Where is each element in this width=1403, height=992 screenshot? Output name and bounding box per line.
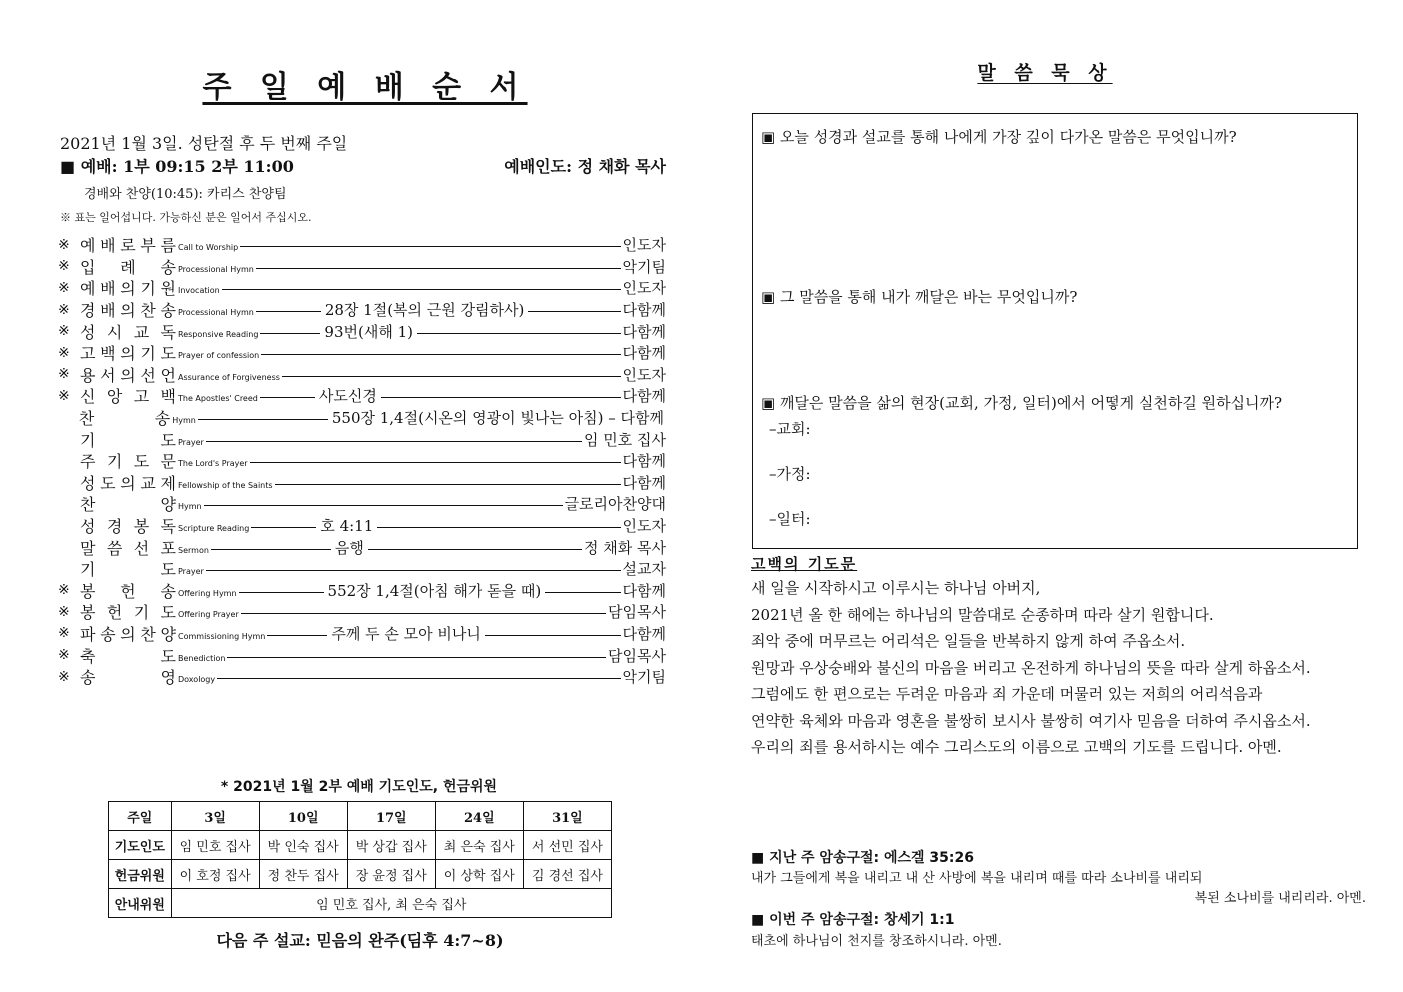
leader-line [256,311,321,312]
standing-mark: ※ [58,344,70,361]
leader-line [368,549,582,550]
order-item-english: Call to Worship [178,243,239,253]
order-row [58,515,666,537]
order-item-name: 경 배 의 찬 송 [80,301,176,321]
date-line: 2021년 1월 3일. 성탄절 후 두 번째 주일 [60,134,348,153]
order-item-name: 찬 양 [80,495,176,515]
prayer-title: 고백의 기도문 [751,555,858,573]
last-week-verse-text: 내가 그들에게 복을 내리고 내 산 사방에 복을 내리며 때를 따라 소나비를 내리되 [751,871,1203,886]
leader-line [211,549,331,550]
order-item-english: Commissioning Hymn [178,631,266,641]
table-header-cell: 24일 [435,802,523,831]
order-item-leader: 설교자 [622,560,666,579]
leader-line [377,527,620,528]
order-row [58,580,666,602]
table-cell: 이 상학 집사 [435,860,523,889]
table-row-label: 헌금위원 [109,860,172,889]
table-row [109,831,612,860]
question-1: ▣ 오늘 성경과 설교를 통해 나에게 가장 깊이 다가온 말씀은 무엇입니까? [761,128,1237,146]
leader-line [206,570,621,571]
answer-home-label: –가정: [769,465,811,483]
order-item-english: Prayer [178,567,204,577]
order-item-english: Processional Hymn [178,308,254,318]
standing-mark: ※ [58,323,70,340]
table-header-cell: 3일 [171,802,259,831]
table-row-label: 안내위원 [109,889,172,918]
order-item-english: Prayer [178,437,204,447]
order-item-leader: 담임목사 [608,603,666,622]
order-item-english: Sermon [178,545,209,555]
order-item-leader: 인도자 [622,365,666,384]
standing-note: ※ 표는 일어섭니다. 가능하신 분은 일어서 주십시오. [60,211,312,224]
service-times [60,154,666,177]
order-item-name: 말 씀 선 포 [80,538,176,558]
order-item-name: 성 시 교 독 [80,322,176,342]
order-item-leader: 담임목사 [608,646,666,665]
order-item-english: Scripture Reading [178,524,250,534]
prayer-line: 죄악 중에 머무르는 어리석은 일들을 반복하지 않게 하여 주옵소서. [751,632,1186,650]
order-item-detail: 28장 1절(복의 근원 강림하사) [324,301,525,320]
order-item-name: 송 영 [80,668,176,688]
order-item-english: Hymn [172,416,196,426]
table-cell: 김 경선 집사 [523,860,611,889]
order-row [58,558,666,580]
standing-mark: ※ [58,236,70,253]
table-row-label: 기도인도 [109,831,172,860]
table-cell: 정 찬두 집사 [259,860,347,889]
leader-line [251,527,316,528]
answer-church-label: –교회: [769,420,811,438]
table-cell: 임 민호 집사, 최 은숙 집사 [171,889,611,918]
order-item-english: Doxology [178,675,216,685]
table-cell: 임 민호 집사 [171,831,259,860]
table-row [109,889,612,918]
next-sermon: 다음 주 설교: 믿음의 완주(딤후 4:7~8) [216,931,504,950]
leader-line [198,419,328,420]
service-times-text: ■ 예배: 1부 09:15 2부 11:00 [60,157,294,176]
order-item-name: 축 도 [80,646,176,666]
order-row [58,320,666,342]
order-item-leader: 다함께 [622,344,666,363]
order-row [58,666,666,688]
standing-mark: ※ [58,366,70,383]
leader-line [241,613,606,614]
order-item-leader: 다함께 [622,581,666,600]
order-row [58,385,666,407]
table-header-cell: 주일 [109,802,172,831]
order-row [58,472,666,494]
order-row [58,493,666,515]
order-item-name: 성 경 봉 독 [80,517,176,537]
praise-info: 경배와 찬양(10:45): 카리스 찬양팀 [84,187,287,202]
order-row [58,342,666,364]
order-row [58,428,666,450]
order-item-name: 기 도 [80,560,176,580]
order-item-english: Offering Hymn [178,588,237,598]
order-row [58,601,666,623]
order-item-english: Assurance of Forgiveness [178,372,280,382]
order-row [58,277,666,299]
order-item-detail: 93번(새해 1) [324,322,413,341]
standing-mark: ※ [58,258,70,275]
order-item-english: The Lord's Prayer [178,459,248,469]
table-cell: 최 은숙 집사 [435,831,523,860]
order-item-name: 신 앙 고 백 [80,387,176,407]
order-item-english: The Apostles' Creed [178,394,258,404]
leader-line [485,635,621,636]
order-item-detail: 호 4:11 [320,517,374,536]
meditation-box [752,113,1358,549]
leader-line [282,376,621,377]
order-item-detail: 550장 1,4절(시온의 영광이 빛나는 아침) – 다함께 [331,409,664,428]
prayer-line: 그럼에도 한 편으로는 두려운 마음과 죄 가운데 머물러 있는 저희의 어리석음과 [751,685,1263,703]
order-item-leader: 악기팀 [622,668,666,687]
leader-line [381,397,621,398]
service-leader: 예배인도: 정 채화 목사 [504,157,666,176]
order-item-english: Processional Hymn [178,264,254,274]
leader-line [204,505,563,506]
order-item-leader: 다함께 [622,301,666,320]
order-item-name: 봉 헌 송 [80,581,176,601]
standing-mark: ※ [58,582,70,599]
leader-line [545,592,620,593]
standing-mark: ※ [58,387,70,404]
this-week-verse-title: ■ 이번 주 암송구절: 창세기 1:1 [751,912,955,928]
leader-line [239,592,324,593]
order-item-name: 입 례 송 [80,257,176,277]
table-cell: 박 상갑 집사 [347,831,435,860]
duty-table-title: * 2021년 1월 2부 예배 기도인도, 헌금위원 [220,779,498,795]
order-item-leader: 다함께 [622,624,666,643]
order-row [58,623,666,645]
this-week-verse-text: 태초에 하나님이 천지를 창조하시니라. 아멘. [751,934,1002,949]
order-row [58,450,666,472]
order-row [58,256,666,278]
table-header-cell: 31일 [523,802,611,831]
prayer-line: 연약한 육체와 마음과 영혼을 불쌍히 보시사 불쌍히 여기사 믿음을 더하여 주시옵소서. [751,711,1311,730]
leader-line [227,657,606,658]
leader-line [206,441,582,442]
order-row [58,536,666,558]
order-item-name: 기 도 [80,430,176,450]
order-item-english: Responsive Reading [178,329,259,339]
order-item-detail: 사도신경 [318,387,377,406]
order-item-detail: 음행 [334,538,364,557]
table-header-row [109,802,612,831]
leader-line [240,246,620,247]
prayer-line: 2021년 올 한 해에는 하나님의 말씀대로 순종하며 따라 살기 원합니다. [751,605,1214,624]
standing-mark: ※ [58,668,70,685]
order-item-name: 고 백 의 기 도 [80,344,176,364]
order-item-leader: 인도자 [622,279,666,298]
prayer-body [751,575,1371,761]
table-cell: 서 선민 집사 [523,831,611,860]
table-row [109,860,612,889]
order-row [58,407,666,429]
standing-mark: ※ [58,279,70,296]
leader-line [222,289,621,290]
order-item-leader: 다함께 [622,322,666,341]
order-item-leader: 글로리아찬양대 [564,495,666,514]
order-item-english: Fellowship of the Saints [178,480,273,490]
last-week-verse-text-cont: 복된 소나비를 내리리라. 아멘. [1194,891,1366,906]
prayer-line: 새 일을 시작하시고 이루시는 하나님 아버지, [751,579,1041,597]
order-item-leader: 임 민호 집사 [584,430,666,449]
leader-line [217,678,620,679]
order-item-name: 예 배 의 기 원 [80,279,176,299]
order-row [58,299,666,321]
leader-line [250,462,621,463]
order-item-english: Prayer of confession [178,351,260,361]
table-cell: 장 윤정 집사 [347,860,435,889]
order-item-leader: 인도자 [622,517,666,536]
table-header-cell: 17일 [347,802,435,831]
table-cell: 이 호정 집사 [171,860,259,889]
standing-mark: ※ [58,647,70,664]
order-item-name: 봉 헌 기 도 [80,603,176,623]
order-row [58,644,666,666]
order-item-leader: 다함께 [622,473,666,492]
leader-line [417,333,621,334]
order-item-english: Invocation [178,286,220,296]
answer-work-label: –일터: [769,510,811,528]
last-week-verse-title: ■ 지난 주 암송구절: 에스겔 35:26 [751,850,974,866]
order-item-name: 용 서 의 선 언 [80,365,176,385]
order-item-name: 주 기 도 문 [80,452,176,472]
standing-mark: ※ [58,301,70,318]
order-item-english: Offering Prayer [178,610,239,620]
order-item-leader: 악기팀 [622,257,666,276]
leader-line [256,268,621,269]
order-item-leader: 다함께 [622,452,666,471]
order-item-detail: 552장 1,4절(아침 해가 돋을 때) [327,581,542,600]
worship-order-list [58,234,666,687]
standing-mark: ※ [58,603,70,620]
standing-mark: ※ [58,625,70,642]
prayer-line: 원망과 우상숭배와 불신의 마음을 버리고 온전하게 하나님의 뜻을 따라 살게 하옵소서. [751,658,1311,677]
order-item-name: 찬 송 [78,409,171,429]
duty-table [108,801,612,918]
order-row [58,364,666,386]
order-row [58,234,666,256]
order-item-leader: 인도자 [622,236,666,255]
leader-line [260,333,320,334]
order-item-name: 파 송 의 찬 양 [80,624,176,644]
leader-line [267,635,327,636]
question-3: ▣ 깨달은 말씀을 삶의 현장(교회, 가정, 일터)에서 어떻게 실천하길 원하십니까? [761,394,1283,412]
order-item-name: 예 배 로 부 름 [80,236,176,256]
prayer-line: 우리의 죄를 용서하시는 예수 그리스도의 이름으로 고백의 기도를 드립니다. 아멘. [751,738,1282,756]
order-item-detail: 주께 두 손 모아 비나니 [331,624,481,643]
table-cell: 박 인숙 집사 [259,831,347,860]
order-item-english: Benediction [178,653,226,663]
page-title: 주 일 예 배 순 서 [202,70,528,105]
order-item-english: Hymn [178,502,202,512]
order-item-leader: 다함께 [622,387,666,406]
table-header-cell: 10일 [259,802,347,831]
order-item-name: 성 도 의 교 제 [80,473,176,493]
leader-line [275,484,621,485]
order-item-leader: 정 채화 목사 [584,538,666,557]
leader-line [260,397,315,398]
meditation-title: 말 씀 묵 상 [977,62,1113,84]
leader-line [261,354,620,355]
leader-line [528,311,620,312]
question-2: ▣ 그 말씀을 통해 내가 깨달은 바는 무엇입니까? [761,288,1078,306]
